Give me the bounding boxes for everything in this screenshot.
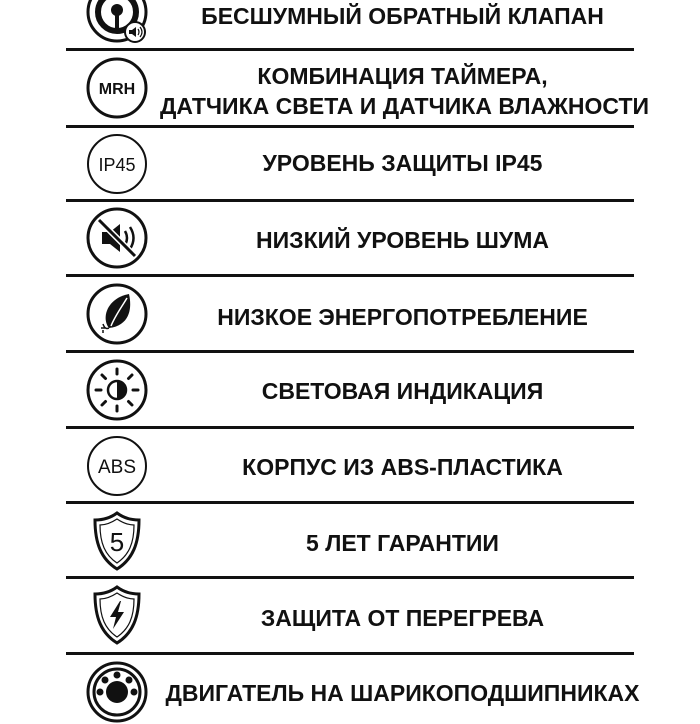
warranty-badge-text: 5 (109, 527, 125, 557)
divider (66, 125, 634, 128)
mrh-badge-text: MRH (98, 81, 136, 98)
ball-bearing-icon (85, 660, 149, 724)
low-noise-icon (85, 206, 149, 270)
feature-label: НИЗКИЙ УРОВЕНЬ ШУМА (256, 227, 549, 253)
divider (66, 274, 634, 277)
feature-label (160, 61, 650, 121)
feature-label: ЗАЩИТА ОТ ПЕРЕГРЕВА (260, 605, 545, 631)
divider (66, 199, 634, 202)
warranty-shield-icon (85, 509, 149, 573)
ip45-badge-text: IP45 (98, 155, 136, 175)
feature-label: НИЗКОЕ ЭНЕРГОПОТРЕБЛЕНИЕ (217, 304, 588, 330)
feature-label: ДВИГАТЕЛЬ НА ШАРИКОПОДШИПНИКАХ (165, 680, 640, 706)
feature-label-line1: КОМБИНАЦИЯ ТАЙМЕРА, (257, 63, 548, 89)
feature-label: КОРПУС ИЗ ABS-ПЛАСТИКА (242, 454, 563, 480)
feature-label-line2: ДАТЧИКА СВЕТА И ДАТЧИКА ВЛАЖНОСТИ (160, 93, 650, 119)
ip45-icon (85, 132, 149, 196)
divider (66, 426, 634, 429)
abs-icon (85, 434, 149, 498)
feature-label: 5 ЛЕТ ГАРАНТИИ (306, 530, 499, 556)
divider (66, 652, 634, 655)
light-indicator-icon (85, 358, 149, 422)
divider (66, 576, 634, 579)
feature-label: БЕСШУМНЫЙ ОБРАТНЫЙ КЛАПАН (201, 3, 604, 29)
divider (66, 48, 634, 51)
mrh-icon (85, 56, 149, 120)
quiet-valve-icon (85, 0, 149, 44)
overheat-shield-icon (85, 583, 149, 647)
feature-label: СВЕТОВАЯ ИНДИКАЦИЯ (261, 378, 544, 404)
abs-badge-text: ABS (97, 457, 137, 478)
leaf-energy-icon (85, 282, 149, 346)
feature-label: УРОВЕНЬ ЗАЩИТЫ IP45 (262, 150, 543, 176)
divider (66, 350, 634, 353)
divider (66, 501, 634, 504)
